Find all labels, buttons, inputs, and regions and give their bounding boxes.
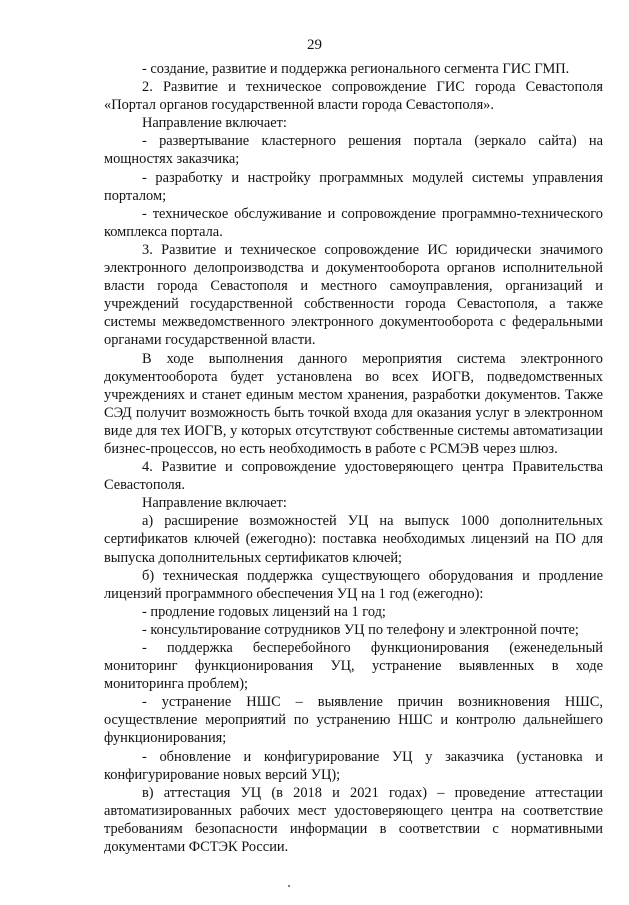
page-number: 29 [307,37,322,53]
paragraph-18: в) аттестация УЦ (в 2018 и 2021 годах) – проведение аттестации автоматизированных рабочих мест удостоверяющего центра на соответствие требованиям безопасности информации в соответствии с нормативными документами ФСТЭК России. [104,784,603,856]
paragraph-1: - создание, развитие и поддержка регионального сегмента ГИС ГМП. [142,61,570,77]
paragraph-8: В ходе выполнения данного мероприятия система электронного документооборота будет установлена во всех ИОГВ, подведомственных учреждениях и станет единым местом хранения, разработки документов. Также СЭД получит возможность быть точкой входа для оказания услуг в электронном виде для тех ИОГВ, у которых отсутствуют собственные системы автоматизации бизнес-процессов, но есть необходимость в работе с РСМЭВ через шлюз. [104,350,603,457]
paragraph-2: 2. Развитие и техническое сопровождение ГИС города Севастополя «Портал органов государственной власти города Севастополя». [104,79,603,114]
paragraph-13: - продление годовых лицензий на 1 год; [142,603,386,620]
paragraph-17: - обновление и конфигурирование УЦ у заказчика (установка и конфигурирование новых версий УЦ); [104,748,603,783]
paragraph-3: Направление включает: [142,115,287,132]
scan-dot-mark [288,885,290,887]
paragraph-9: 4. Развитие и сопровождение удостоверяющего центра Правительства Севастополя. [104,459,603,494]
document-body [104,60,603,856]
paragraph-11: а) расширение возможностей УЦ на выпуск 1000 дополнительных сертификатов ключей (ежегодно): поставка необходимых лицензий на ПО для выпуска дополнительных сертификатов ключей; [104,513,603,566]
paragraph-12: б) техническая поддержка существующего оборудования и продление лицензий программного обеспечения УЦ на 1 год (ежегодно): [104,567,603,602]
paragraph-7: 3. Развитие и техническое сопровождение ИС юридически значимого электронного делопроизводства и документооборота органов исполнительной власти города Севастополя и местного самоуправления, организаций и учреждений государственной собственности города Севастополя, а также системы межведомственного электронного документооборота с федеральными органами государственной власти. [104,241,603,349]
paragraph-14: - консультирование сотрудников УЦ по телефону и электронной почте; [142,621,579,638]
paragraph-4: - развертывание кластерного решения портала (зеркало сайта) на мощностях заказчика; [104,133,603,168]
paragraph-15: - поддержка бесперебойного функционирования (еженедельный мониторинг функционирования УЦ, устранение выявленных в ходе мониторинга проблем); [104,640,603,693]
paragraph-5: - разработку и настройку программных модулей системы управления порталом; [104,169,603,204]
paragraph-10: Направление включает: [142,495,287,512]
paragraph-16: - устранение НШС – выявление причин возникновения НШС, осуществление мероприятий по устранению НШС и контролю дальнейшего функционирования; [104,694,603,747]
paragraph-6: - техническое обслуживание и сопровождение программно-технического комплекса портала. [104,205,603,240]
